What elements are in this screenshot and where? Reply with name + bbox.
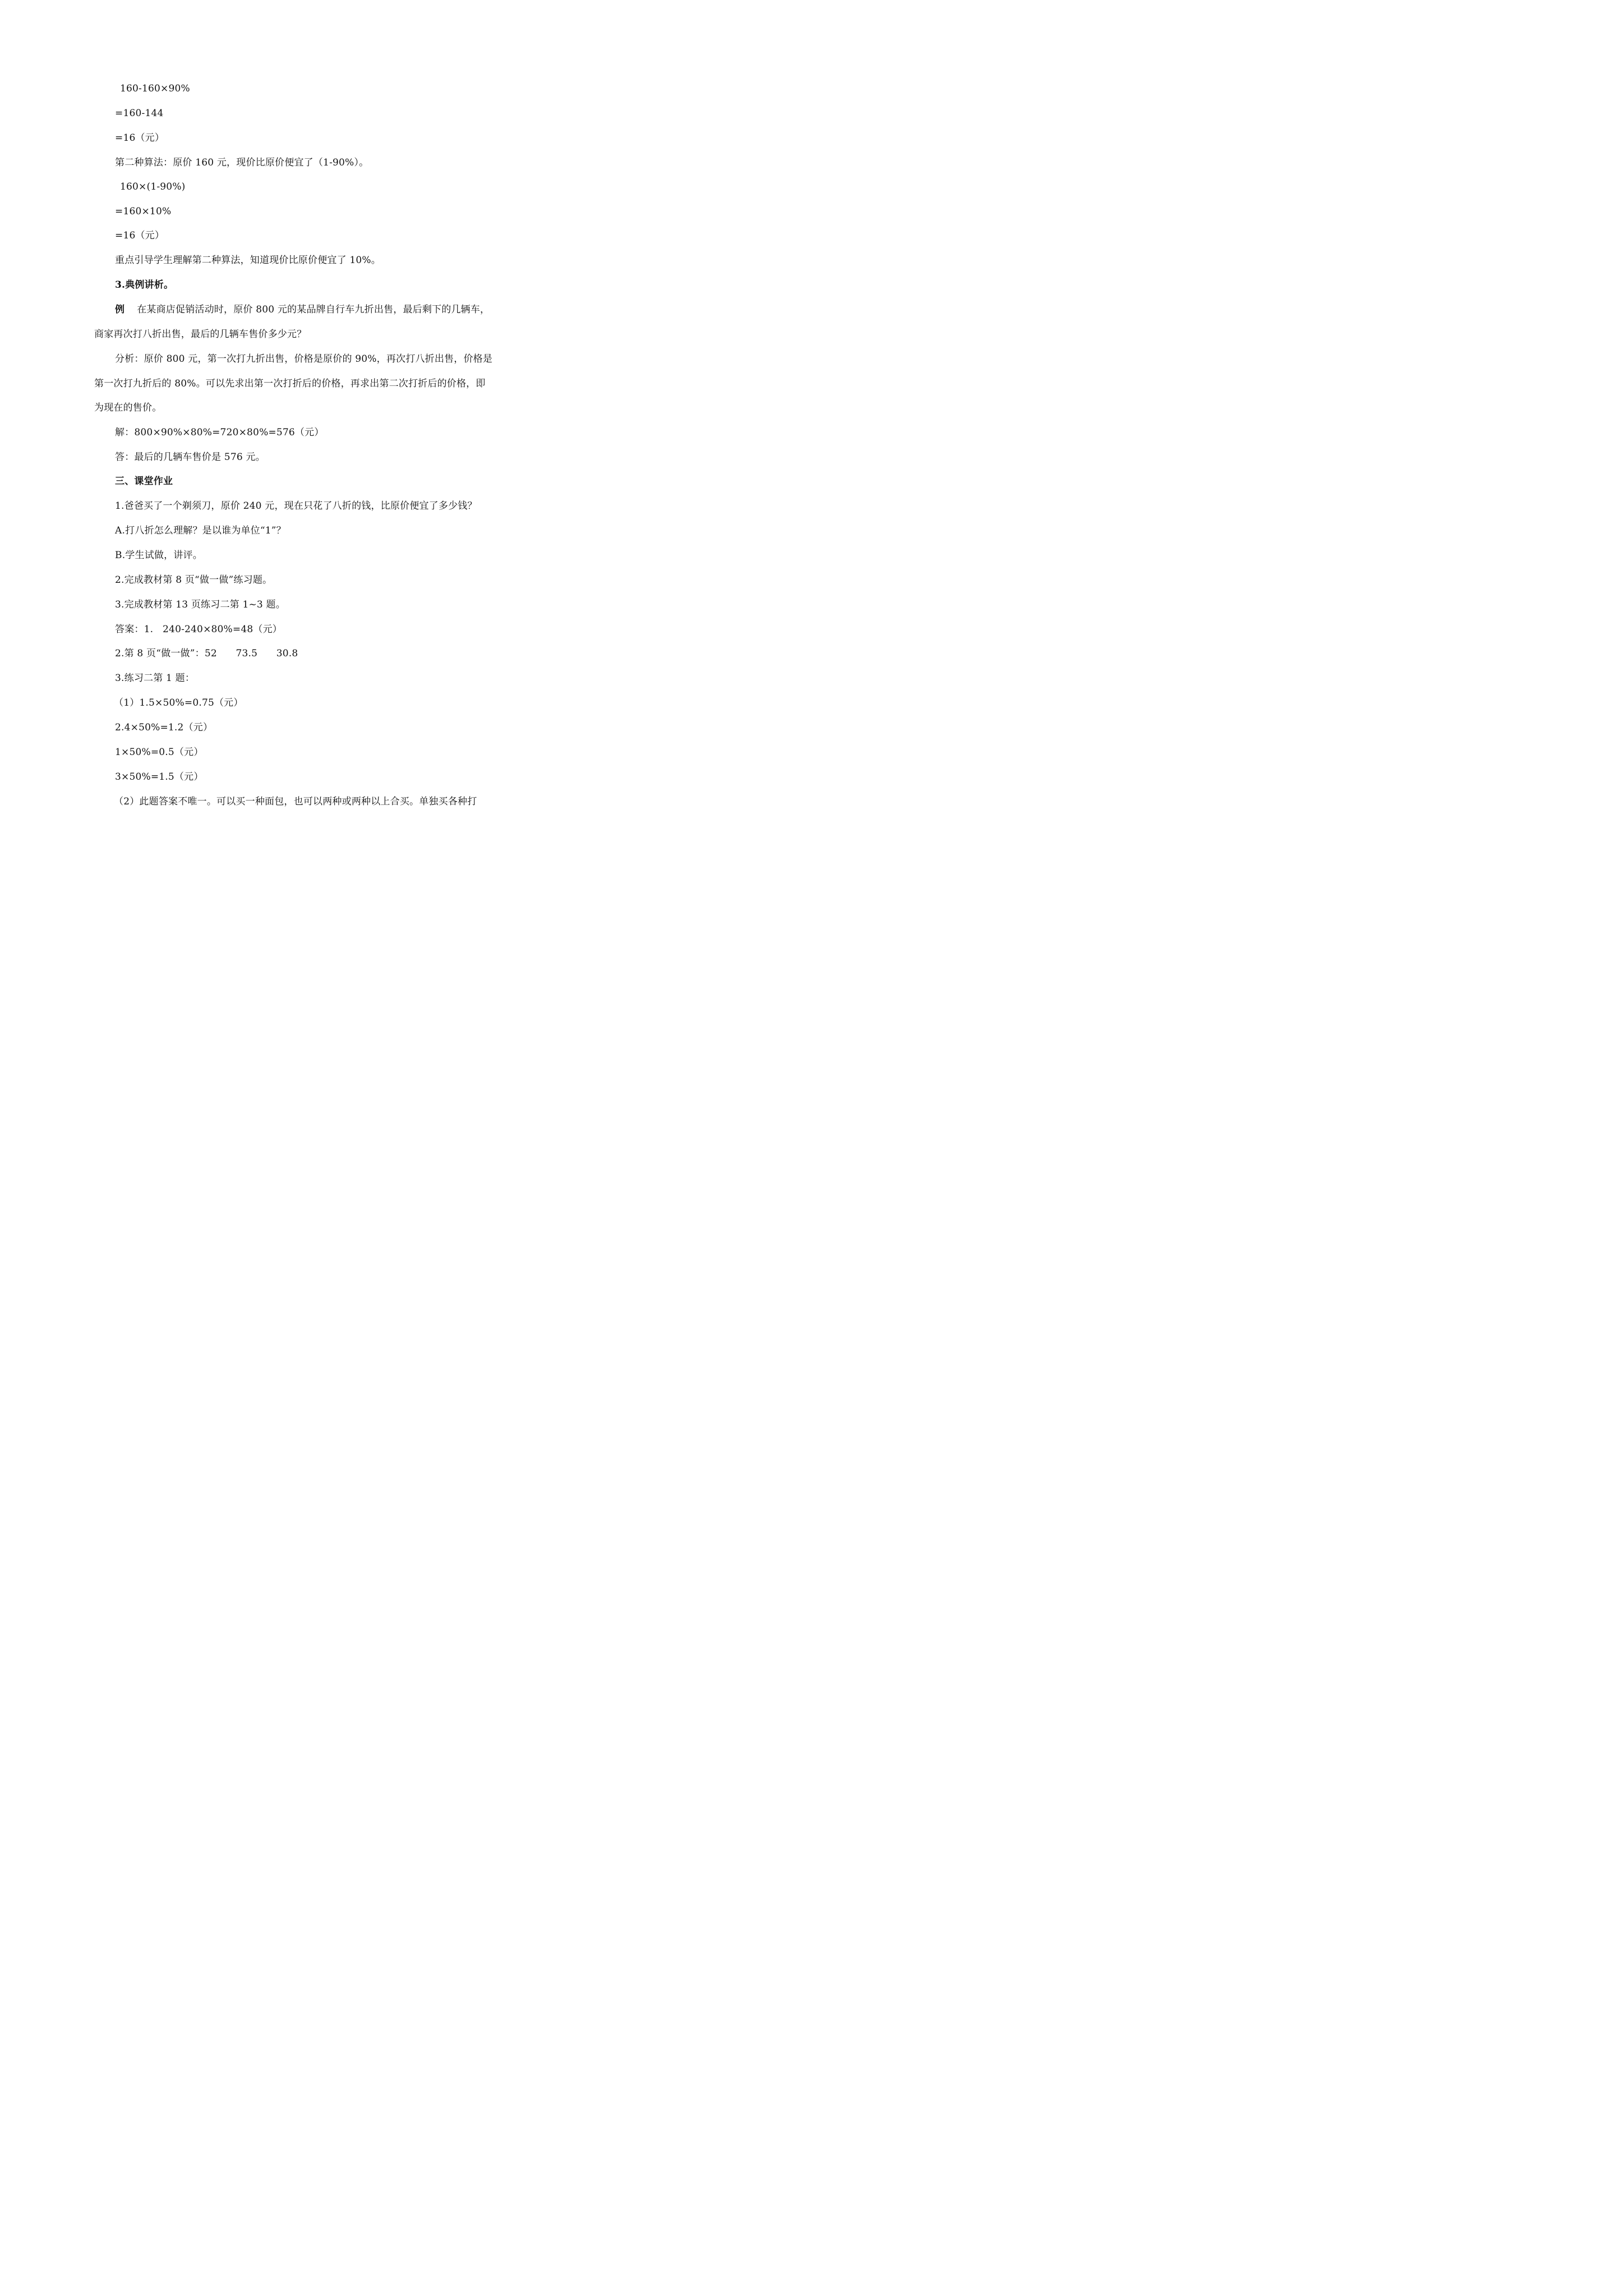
answers-calc-3: 3×50%=1.5（元） [115, 771, 204, 783]
calc-line-3: =16（元） [115, 132, 165, 144]
method-two-text: 第二种算法：原价 160 元，现价比原价便宜了（1-90%）。 [115, 157, 369, 168]
exercise-3: 3.完成教材第 13 页练习二第 1~3 题。 [115, 599, 285, 610]
answers-line-2: 2.第 8 页“做一做”：52 73.5 30.8 [115, 648, 298, 659]
exercise-1: 1.爸爸买了一个剃须刀，原价 240 元，现在只花了八折的钱，比原价便宜了多少钱？ [115, 500, 477, 512]
answer-line: 答：最后的几辆车售价是 576 元。 [115, 452, 265, 463]
example-text: 在某商店促销活动时，原价 800 元的某品牌自行车九折出售，最后剩下的几辆车， [137, 304, 490, 315]
section-heading-examples: 3.典例讲析。 [115, 279, 174, 291]
analysis-line-2: 第一次打九折后的 80%。可以先求出第一次打折后的价格，再求出第二次打折后的价格，即 [94, 378, 486, 389]
calc-line-4: 160×(1-90%) [120, 181, 186, 192]
section-heading-classwork: 三、课堂作业 [115, 476, 173, 487]
exercise-1-b: B.学生试做，讲评。 [115, 550, 202, 561]
analysis-line-3: 为现在的售价。 [94, 402, 162, 413]
answers-calc-2: 1×50%=0.5（元） [115, 747, 204, 758]
answers-sub-1: （1）1.5×50%=0.75（元） [114, 697, 243, 708]
calc-line-6: =16（元） [115, 230, 165, 241]
exercise-2: 2.完成教材第 8 页“做一做”练习题。 [115, 574, 273, 586]
exercise-1-a: A.打八折怎么理解？是以谁为单位“1”？ [115, 525, 286, 536]
solution-line: 解：800×90%×80%=720×80%=576（元） [115, 427, 324, 438]
calc-line-5: =160×10% [115, 206, 172, 217]
answers-line-3: 3.练习二第 1 题： [115, 673, 195, 684]
example-paragraph-line-2: 商家再次打八折出售，最后的几辆车售价多少元？ [94, 329, 307, 340]
answers-calc-1: 2.4×50%=1.2（元） [115, 722, 213, 733]
answers-line-1: 答案：1. 240-240×80%=48（元） [115, 624, 282, 635]
example-paragraph-line-1 [115, 304, 490, 315]
calc-line-1: 160-160×90% [120, 83, 190, 94]
analysis-line-1: 分析：原价 800 元，第一次打九折出售，价格是原价的 90%，再次打八折出售，价格是 [115, 353, 493, 365]
calc-line-2: =160-144 [115, 108, 164, 119]
example-label: 例 [115, 304, 125, 315]
answers-sub-2: （2）此题答案不唯一。可以买一种面包，也可以两种或两种以上合买。单独买各种打 [114, 796, 477, 807]
guidance-paragraph: 重点引导学生理解第二种算法，知道现价比原价便宜了 10%。 [115, 255, 381, 266]
document-page [0, 0, 621, 878]
